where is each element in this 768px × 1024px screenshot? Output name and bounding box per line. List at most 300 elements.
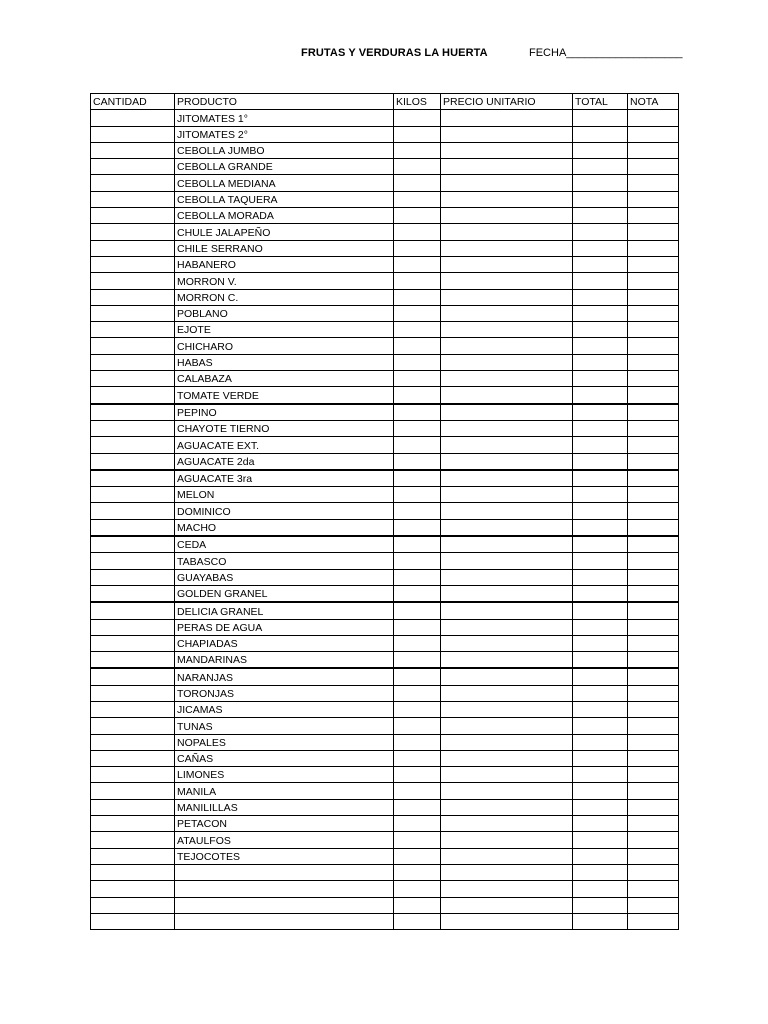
producto-cell: CAÑAS xyxy=(175,750,394,766)
producto-cell xyxy=(175,913,394,929)
cantidad-cell xyxy=(91,126,175,142)
producto-cell: TORONJAS xyxy=(175,685,394,701)
total-cell xyxy=(573,536,628,553)
precio-unitario-cell xyxy=(441,718,573,734)
nota-cell xyxy=(628,387,679,404)
nota-cell xyxy=(628,585,679,602)
kilos-cell xyxy=(394,832,441,848)
kilos-cell xyxy=(394,848,441,864)
table-row xyxy=(91,881,679,897)
total-cell xyxy=(573,783,628,799)
column-header-kilos: KILOS xyxy=(394,94,441,110)
precio-unitario-cell xyxy=(441,519,573,536)
total-cell xyxy=(573,718,628,734)
total-cell xyxy=(573,767,628,783)
total-cell xyxy=(573,175,628,191)
nota-cell xyxy=(628,864,679,880)
producto-cell: AGUACATE EXT. xyxy=(175,437,394,453)
table-row xyxy=(91,897,679,913)
total-cell xyxy=(573,404,628,421)
total-cell xyxy=(573,750,628,766)
cantidad-cell xyxy=(91,110,175,126)
nota-cell xyxy=(628,371,679,387)
table-row xyxy=(91,487,679,503)
precio-unitario-cell xyxy=(441,256,573,272)
kilos-cell xyxy=(394,897,441,913)
total-cell xyxy=(573,619,628,635)
table-row xyxy=(91,519,679,536)
precio-unitario-cell xyxy=(441,536,573,553)
producto-cell: CHILE SERRANO xyxy=(175,240,394,256)
cantidad-cell xyxy=(91,354,175,370)
fecha-label: FECHA___________________ xyxy=(529,47,683,59)
producto-cell: DOMINICO xyxy=(175,503,394,519)
kilos-cell xyxy=(394,816,441,832)
cantidad-cell xyxy=(91,159,175,175)
table-row xyxy=(91,685,679,701)
producto-cell: MORRON V. xyxy=(175,273,394,289)
nota-cell xyxy=(628,619,679,635)
nota-cell xyxy=(628,208,679,224)
nota-cell xyxy=(628,536,679,553)
kilos-cell xyxy=(394,881,441,897)
producto-cell: TABASCO xyxy=(175,553,394,569)
cantidad-cell xyxy=(91,289,175,305)
nota-cell xyxy=(628,289,679,305)
precio-unitario-cell xyxy=(441,126,573,142)
producto-cell: MANILILLAS xyxy=(175,799,394,815)
nota-cell xyxy=(628,832,679,848)
total-cell xyxy=(573,289,628,305)
kilos-cell xyxy=(394,685,441,701)
kilos-cell xyxy=(394,289,441,305)
kilos-cell xyxy=(394,256,441,272)
kilos-cell xyxy=(394,175,441,191)
cantidad-cell xyxy=(91,569,175,585)
producto-cell: DELICIA GRANEL xyxy=(175,602,394,619)
total-cell xyxy=(573,338,628,354)
table-row xyxy=(91,322,679,338)
nota-cell xyxy=(628,240,679,256)
precio-unitario-cell xyxy=(441,354,573,370)
nota-cell xyxy=(628,305,679,321)
producto-cell xyxy=(175,864,394,880)
producto-cell: MANDARINAS xyxy=(175,652,394,669)
precio-unitario-cell xyxy=(441,602,573,619)
table-row xyxy=(91,799,679,815)
precio-unitario-cell xyxy=(441,652,573,669)
nota-cell xyxy=(628,437,679,453)
precio-unitario-cell xyxy=(441,453,573,470)
kilos-cell xyxy=(394,404,441,421)
kilos-cell xyxy=(394,338,441,354)
kilos-cell xyxy=(394,652,441,669)
producto-cell: LIMONES xyxy=(175,767,394,783)
table-row xyxy=(91,338,679,354)
table-row xyxy=(91,718,679,734)
precio-unitario-cell xyxy=(441,685,573,701)
nota-cell xyxy=(628,191,679,207)
producto-cell: TUNAS xyxy=(175,718,394,734)
total-cell xyxy=(573,864,628,880)
total-cell xyxy=(573,553,628,569)
kilos-cell xyxy=(394,718,441,734)
producto-cell: HABANERO xyxy=(175,256,394,272)
producto-cell: MELON xyxy=(175,487,394,503)
nota-cell xyxy=(628,224,679,240)
total-cell xyxy=(573,519,628,536)
cantidad-cell xyxy=(91,767,175,783)
cantidad-cell xyxy=(91,437,175,453)
nota-cell xyxy=(628,110,679,126)
nota-cell xyxy=(628,718,679,734)
cantidad-cell xyxy=(91,816,175,832)
nota-cell xyxy=(628,816,679,832)
total-cell xyxy=(573,668,628,685)
cantidad-cell xyxy=(91,453,175,470)
cantidad-cell xyxy=(91,701,175,717)
table-row xyxy=(91,404,679,421)
producto-cell: CALABAZA xyxy=(175,371,394,387)
kilos-cell xyxy=(394,110,441,126)
precio-unitario-cell xyxy=(441,799,573,815)
table-row xyxy=(91,619,679,635)
producto-cell: CEBOLLA MORADA xyxy=(175,208,394,224)
precio-unitario-cell xyxy=(441,701,573,717)
precio-unitario-cell xyxy=(441,619,573,635)
precio-unitario-cell xyxy=(441,635,573,651)
nota-cell xyxy=(628,652,679,669)
cantidad-cell xyxy=(91,536,175,553)
cantidad-cell xyxy=(91,635,175,651)
kilos-cell xyxy=(394,536,441,553)
kilos-cell xyxy=(394,126,441,142)
precio-unitario-cell xyxy=(441,338,573,354)
table-row xyxy=(91,569,679,585)
producto-cell: PETACON xyxy=(175,816,394,832)
nota-cell xyxy=(628,685,679,701)
kilos-cell xyxy=(394,519,441,536)
producto-cell xyxy=(175,881,394,897)
kilos-cell xyxy=(394,487,441,503)
kilos-cell xyxy=(394,767,441,783)
precio-unitario-cell xyxy=(441,470,573,487)
cantidad-cell xyxy=(91,387,175,404)
nota-cell xyxy=(628,553,679,569)
table-row xyxy=(91,913,679,929)
column-header-precio-unitario: PRECIO UNITARIO xyxy=(441,94,573,110)
kilos-cell xyxy=(394,224,441,240)
cantidad-cell xyxy=(91,668,175,685)
table-row xyxy=(91,750,679,766)
producto-cell: CEBOLLA JUMBO xyxy=(175,142,394,158)
cantidad-cell xyxy=(91,799,175,815)
precio-unitario-cell xyxy=(441,668,573,685)
document-title: FRUTAS Y VERDURAS LA HUERTA xyxy=(301,47,488,59)
kilos-cell xyxy=(394,191,441,207)
cantidad-cell xyxy=(91,224,175,240)
table-row xyxy=(91,553,679,569)
kilos-cell xyxy=(394,750,441,766)
kilos-cell xyxy=(394,437,441,453)
table-row xyxy=(91,848,679,864)
nota-cell xyxy=(628,126,679,142)
precio-unitario-cell xyxy=(441,208,573,224)
nota-cell xyxy=(628,159,679,175)
producto-cell: GUAYABAS xyxy=(175,569,394,585)
table-row xyxy=(91,602,679,619)
nota-cell xyxy=(628,503,679,519)
total-cell xyxy=(573,897,628,913)
producto-cell: ATAULFOS xyxy=(175,832,394,848)
producto-cell: GOLDEN GRANEL xyxy=(175,585,394,602)
table-row xyxy=(91,453,679,470)
cantidad-cell xyxy=(91,832,175,848)
cantidad-cell xyxy=(91,897,175,913)
producto-cell: JITOMATES 2° xyxy=(175,126,394,142)
nota-cell xyxy=(628,602,679,619)
cantidad-cell xyxy=(91,208,175,224)
producto-cell: HABAS xyxy=(175,354,394,370)
kilos-cell xyxy=(394,159,441,175)
precio-unitario-cell xyxy=(441,159,573,175)
table-row xyxy=(91,536,679,553)
precio-unitario-cell xyxy=(441,387,573,404)
total-cell xyxy=(573,354,628,370)
cantidad-cell xyxy=(91,305,175,321)
kilos-cell xyxy=(394,585,441,602)
nota-cell xyxy=(628,734,679,750)
table-header-row xyxy=(91,94,679,110)
precio-unitario-cell xyxy=(441,142,573,158)
kilos-cell xyxy=(394,322,441,338)
total-cell xyxy=(573,159,628,175)
table-row xyxy=(91,832,679,848)
nota-cell xyxy=(628,338,679,354)
total-cell xyxy=(573,110,628,126)
producto-cell xyxy=(175,897,394,913)
total-cell xyxy=(573,848,628,864)
total-cell xyxy=(573,635,628,651)
table-row xyxy=(91,305,679,321)
precio-unitario-cell xyxy=(441,832,573,848)
kilos-cell xyxy=(394,387,441,404)
total-cell xyxy=(573,208,628,224)
table-row xyxy=(91,420,679,436)
table-body xyxy=(91,110,679,930)
cantidad-cell xyxy=(91,322,175,338)
kilos-cell xyxy=(394,371,441,387)
kilos-cell xyxy=(394,142,441,158)
total-cell xyxy=(573,240,628,256)
kilos-cell xyxy=(394,783,441,799)
producto-cell: NOPALES xyxy=(175,734,394,750)
precio-unitario-cell xyxy=(441,305,573,321)
total-cell xyxy=(573,387,628,404)
precio-unitario-cell xyxy=(441,767,573,783)
nota-cell xyxy=(628,470,679,487)
total-cell xyxy=(573,816,628,832)
total-cell xyxy=(573,126,628,142)
cantidad-cell xyxy=(91,864,175,880)
precio-unitario-cell xyxy=(441,897,573,913)
kilos-cell xyxy=(394,470,441,487)
total-cell xyxy=(573,569,628,585)
total-cell xyxy=(573,503,628,519)
producto-cell: CEBOLLA MEDIANA xyxy=(175,175,394,191)
table-row xyxy=(91,635,679,651)
precio-unitario-cell xyxy=(441,881,573,897)
producto-cell: EJOTE xyxy=(175,322,394,338)
kilos-cell xyxy=(394,701,441,717)
precio-unitario-cell xyxy=(441,750,573,766)
nota-cell xyxy=(628,519,679,536)
nota-cell xyxy=(628,273,679,289)
cantidad-cell xyxy=(91,553,175,569)
table-row xyxy=(91,503,679,519)
producto-cell: CHAPIADAS xyxy=(175,635,394,651)
producto-cell: JICAMAS xyxy=(175,701,394,717)
column-header-nota: NOTA xyxy=(628,94,679,110)
cantidad-cell xyxy=(91,881,175,897)
total-cell xyxy=(573,487,628,503)
nota-cell xyxy=(628,569,679,585)
precio-unitario-cell xyxy=(441,487,573,503)
precio-unitario-cell xyxy=(441,569,573,585)
cantidad-cell xyxy=(91,913,175,929)
table-row xyxy=(91,110,679,126)
nota-cell xyxy=(628,799,679,815)
cantidad-cell xyxy=(91,470,175,487)
total-cell xyxy=(573,142,628,158)
cantidad-cell xyxy=(91,619,175,635)
total-cell xyxy=(573,652,628,669)
total-cell xyxy=(573,701,628,717)
table-row xyxy=(91,175,679,191)
table-row xyxy=(91,289,679,305)
producto-cell: TEJOCOTES xyxy=(175,848,394,864)
kilos-cell xyxy=(394,734,441,750)
kilos-cell xyxy=(394,553,441,569)
nota-cell xyxy=(628,404,679,421)
producto-cell: CHAYOTE TIERNO xyxy=(175,420,394,436)
total-cell xyxy=(573,585,628,602)
table-row xyxy=(91,668,679,685)
cantidad-cell xyxy=(91,273,175,289)
producto-cell: JITOMATES 1° xyxy=(175,110,394,126)
precio-unitario-cell xyxy=(441,224,573,240)
table-row xyxy=(91,142,679,158)
cantidad-cell xyxy=(91,371,175,387)
precio-unitario-cell xyxy=(441,503,573,519)
nota-cell xyxy=(628,913,679,929)
producto-cell: PERAS DE AGUA xyxy=(175,619,394,635)
product-order-table xyxy=(90,93,679,930)
producto-cell: POBLANO xyxy=(175,305,394,321)
producto-cell: MACHO xyxy=(175,519,394,536)
cantidad-cell xyxy=(91,783,175,799)
precio-unitario-cell xyxy=(441,240,573,256)
cantidad-cell xyxy=(91,175,175,191)
table-row xyxy=(91,816,679,832)
table-row xyxy=(91,240,679,256)
column-header-producto: PRODUCTO xyxy=(175,94,394,110)
kilos-cell xyxy=(394,305,441,321)
precio-unitario-cell xyxy=(441,848,573,864)
cantidad-cell xyxy=(91,750,175,766)
precio-unitario-cell xyxy=(441,191,573,207)
nota-cell xyxy=(628,750,679,766)
cantidad-cell xyxy=(91,420,175,436)
total-cell xyxy=(573,224,628,240)
cantidad-cell xyxy=(91,652,175,669)
table-row xyxy=(91,126,679,142)
total-cell xyxy=(573,881,628,897)
table-row xyxy=(91,273,679,289)
table-row xyxy=(91,387,679,404)
kilos-cell xyxy=(394,240,441,256)
precio-unitario-cell xyxy=(441,110,573,126)
producto-cell: CEBOLLA TAQUERA xyxy=(175,191,394,207)
table-row xyxy=(91,256,679,272)
kilos-cell xyxy=(394,864,441,880)
total-cell xyxy=(573,322,628,338)
total-cell xyxy=(573,273,628,289)
nota-cell xyxy=(628,354,679,370)
kilos-cell xyxy=(394,453,441,470)
table-row xyxy=(91,224,679,240)
nota-cell xyxy=(628,848,679,864)
table-row xyxy=(91,191,679,207)
column-header-cantidad: CANTIDAD xyxy=(91,94,175,110)
cantidad-cell xyxy=(91,734,175,750)
kilos-cell xyxy=(394,635,441,651)
nota-cell xyxy=(628,635,679,651)
producto-cell: NARANJAS xyxy=(175,668,394,685)
total-cell xyxy=(573,913,628,929)
kilos-cell xyxy=(394,503,441,519)
total-cell xyxy=(573,799,628,815)
table-row xyxy=(91,652,679,669)
total-cell xyxy=(573,191,628,207)
precio-unitario-cell xyxy=(441,553,573,569)
total-cell xyxy=(573,305,628,321)
total-cell xyxy=(573,256,628,272)
cantidad-cell xyxy=(91,404,175,421)
total-cell xyxy=(573,437,628,453)
precio-unitario-cell xyxy=(441,437,573,453)
total-cell xyxy=(573,470,628,487)
table-row xyxy=(91,783,679,799)
producto-cell: CHULE JALAPEÑO xyxy=(175,224,394,240)
precio-unitario-cell xyxy=(441,289,573,305)
cantidad-cell xyxy=(91,191,175,207)
nota-cell xyxy=(628,668,679,685)
table-row xyxy=(91,864,679,880)
kilos-cell xyxy=(394,799,441,815)
kilos-cell xyxy=(394,420,441,436)
nota-cell xyxy=(628,322,679,338)
precio-unitario-cell xyxy=(441,816,573,832)
table-row xyxy=(91,437,679,453)
total-cell xyxy=(573,832,628,848)
producto-cell: CEBOLLA GRANDE xyxy=(175,159,394,175)
cantidad-cell xyxy=(91,519,175,536)
table-row xyxy=(91,734,679,750)
table-row xyxy=(91,354,679,370)
nota-cell xyxy=(628,175,679,191)
precio-unitario-cell xyxy=(441,420,573,436)
